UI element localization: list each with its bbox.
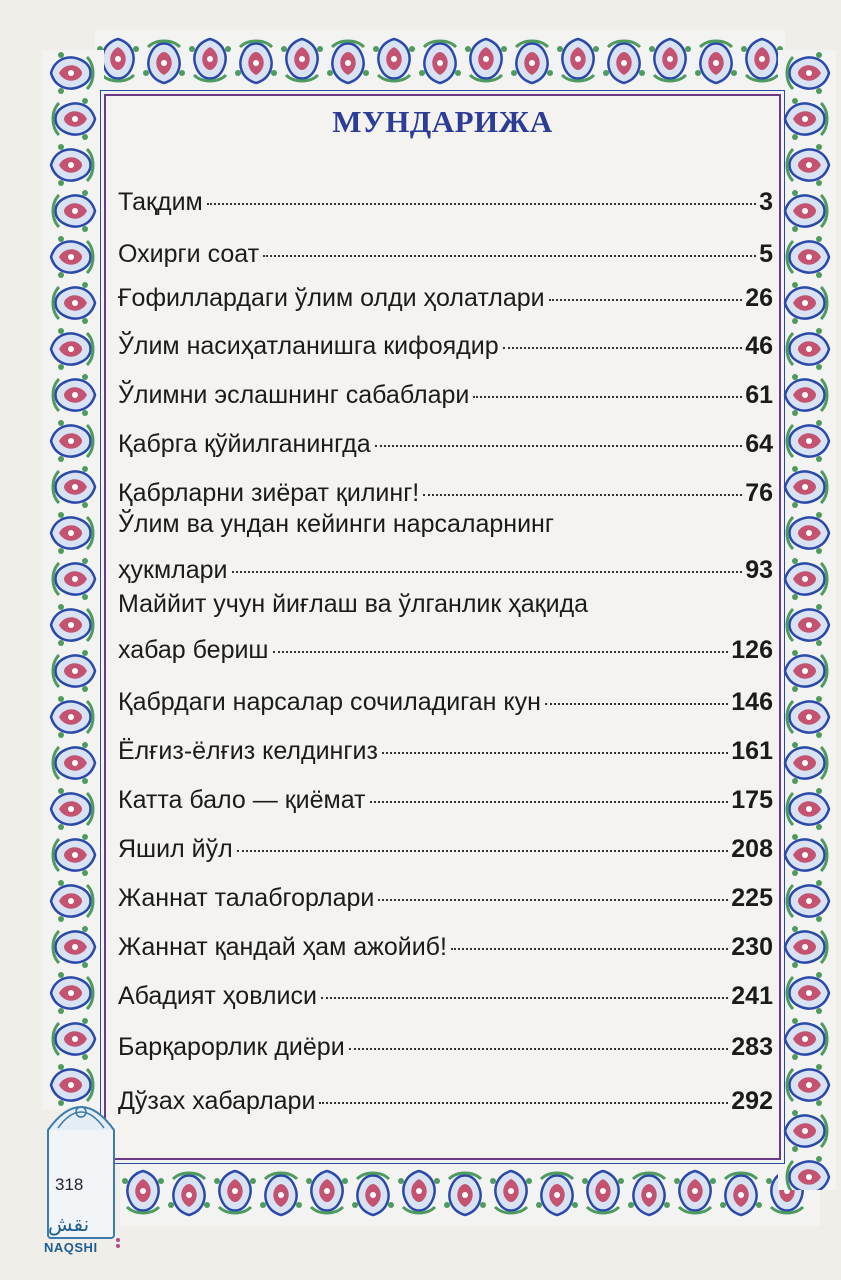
toc-entry-page: 126 [731,636,773,664]
toc-entry [118,590,773,665]
toc-leader-dots [545,703,728,705]
toc-leader-dots [232,571,743,573]
toc-entry [118,786,773,815]
toc-entry-page: 292 [731,1087,773,1115]
toc-leader-dots [237,850,729,852]
toc-entry [118,688,773,717]
toc-leader-dots [549,299,743,301]
toc-entry-title: Абадият ҳовлиси [118,982,317,1010]
ornament-border-left [42,50,104,1110]
toc-entry [118,1087,773,1116]
toc-entry-title: Ёлғиз-ёлғиз келдингиз [118,737,378,765]
page-number: 318 [55,1175,84,1194]
toc-entry-title: Ўлим насиҳатланишга кифоядир [118,332,499,360]
toc-leader-dots [207,203,756,205]
toc-entry-page: 283 [731,1033,773,1061]
toc-entry [118,737,773,766]
toc-leader-dots [263,255,756,257]
toc-entry-title: Жаннат талабгорлари [118,884,375,912]
toc-entry-title: Катта бало — қиёмат [118,786,366,814]
toc-entry [118,835,773,864]
toc-leader-dots [375,445,743,447]
ornament-border-top [95,30,785,92]
toc-entry-page: 5 [759,240,773,268]
toc-entry-page: 26 [745,284,773,312]
toc-leader-dots [321,997,728,999]
toc-leader-dots [349,1048,729,1050]
toc-entry-title: Ғофиллардаги ўлим олди ҳолатлари [118,284,545,312]
toc-leader-dots [423,494,742,496]
toc-entry-title: Қабрдаги нарсалар сочиладиган кун [118,688,541,716]
toc-leader-dots [451,948,728,950]
toc-entry-title: ҳукмлари [118,556,228,584]
toc-entry-page: 93 [745,556,773,584]
toc-entry-title: Яшил йўл [118,835,233,863]
toc-entry [118,284,773,313]
toc-entry-page: 76 [745,479,773,507]
toc-entry-page: 64 [745,430,773,458]
toc-entry [118,332,773,361]
toc-entry-page: 241 [731,982,773,1010]
toc-entry-page: 3 [759,188,773,216]
page-title: МУНДАРИЖА [332,104,553,139]
toc-leader-dots [273,651,729,653]
toc-leader-dots [503,347,743,349]
toc-entry-title: Ўлимни эслашнинг сабаблари [118,381,470,409]
toc-entry [118,933,773,962]
toc-entry [118,982,773,1011]
toc-entry-page: 61 [745,381,773,409]
toc-entry-page: 46 [745,332,773,360]
brand-name: NAQSHI [44,1240,98,1255]
toc-entry-title: Қабрларни зиёрат қилинг! [118,479,420,507]
toc-entry [118,188,773,217]
toc-entry-page: 146 [731,688,773,716]
toc-entry [118,479,773,508]
ornament-border-bottom [120,1160,820,1226]
toc-entry [118,510,773,585]
toc-entry-page: 225 [731,884,773,912]
toc-entry-page: 175 [731,786,773,814]
toc-entry-title: Қабрга қўйилганингда [118,430,371,458]
toc-entry [118,381,773,410]
toc-entry [118,240,773,269]
toc-entry-title: Жаннат қандай ҳам ажойиб! [118,933,447,961]
toc-leader-dots [473,396,742,398]
toc-leader-dots [378,899,728,901]
toc-entry-page: 208 [731,835,773,863]
toc-entry [118,430,773,459]
toc-entry-title: хабар бериш [118,636,269,664]
toc-entry [118,1033,773,1062]
toc-entry [118,884,773,913]
ornament-border-right [778,50,836,1190]
toc-entry-title-line1: Маййит учун йиғлаш ва ўлганлик ҳақида [118,590,589,618]
toc-entry-page: 230 [731,933,773,961]
toc-leader-dots [370,801,729,803]
toc-entry-title: Тақдим [118,188,203,216]
brand-arabic: نقش [48,1212,90,1236]
toc-entry-title: Охирги соат [118,240,260,268]
toc-entry-title: Дўзах хабарлари [118,1087,316,1115]
toc-leader-dots [382,752,728,754]
toc-entry-page: 161 [731,737,773,765]
toc-leader-dots [319,1102,728,1104]
toc-entry-title: Барқарорлик диёри [118,1033,345,1061]
toc-entry-title-line1: Ўлим ва ундан кейинги нарсаларнинг [118,510,554,538]
